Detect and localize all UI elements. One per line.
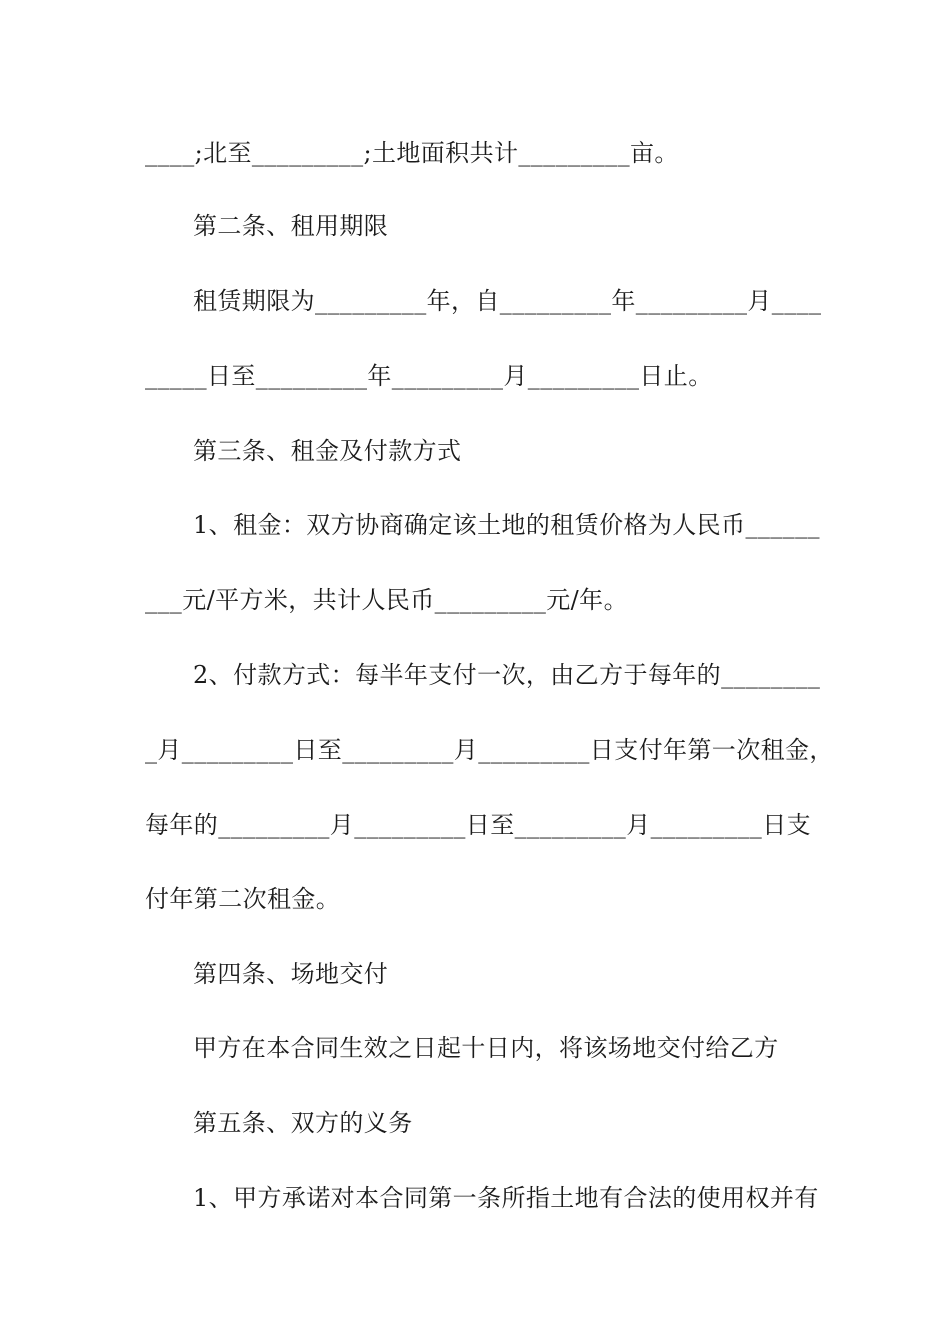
heading-article-3: 第三条、租金及付款方式 — [193, 437, 462, 465]
heading-article-4: 第四条、场地交付 — [193, 960, 389, 988]
text-line-lease-term: 租赁期限为_________年，自_________年_________月____ — [193, 287, 822, 315]
text-line-party-a-obligation: 1、甲方承诺对本合同第一条所指土地有合法的使用权并有 — [193, 1184, 819, 1212]
text-line-second-payment: 每年的_________月_________日至_________月_________日支 — [145, 811, 811, 839]
text-line-payment-method: 2、付款方式：每半年支付一次，由乙方于每年的________ — [193, 661, 821, 689]
text-line-first-payment: _月_________日至_________月_________日支付年第一次租金， — [145, 736, 834, 764]
text-line-lease-dates: _____日至_________年_________月_________日止。 — [145, 362, 713, 390]
heading-article-5: 第五条、双方的义务 — [193, 1109, 413, 1137]
text-line-boundaries: ____;北至_________;土地面积共计_________亩。 — [145, 139, 679, 167]
heading-article-2: 第二条、租用期限 — [193, 212, 389, 240]
text-line-second-payment-end: 付年第二次租金。 — [145, 885, 341, 913]
text-line-rent-total: ___元/平方米，共计人民币_________元/年。 — [145, 586, 628, 614]
text-line-site-delivery: 甲方在本合同生效之日起十日内，将该场地交付给乙方 — [193, 1034, 779, 1062]
text-line-rent: 1、租金：双方协商确定该土地的租赁价格为人民币______ — [193, 511, 820, 539]
